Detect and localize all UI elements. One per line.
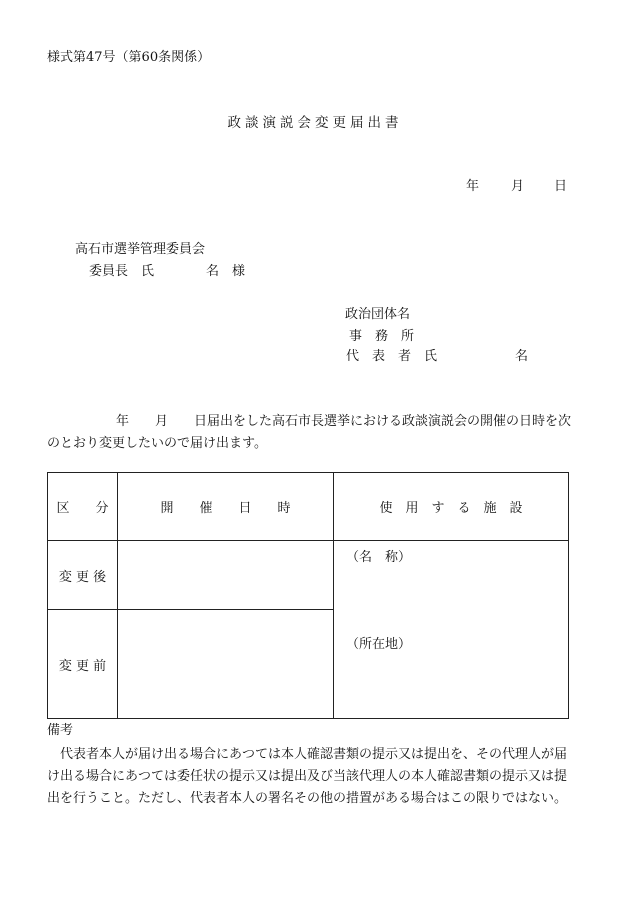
datetime-before-cell[interactable] [118, 610, 334, 719]
header-datetime: 開 催 日 時 [118, 473, 334, 541]
remarks-line-1: 代表者本人が届け出る場合にあつては本人確認書類の提示又は提出を、その代理人が届 [60, 747, 568, 762]
date-year-label: 年 [466, 179, 480, 194]
date-line [466, 180, 567, 193]
addressee-organization: 高石市選挙管理委員会 [75, 242, 206, 257]
body-line-1: 年 月 日届出をした高石市長選挙における政談演説会の開催の日時を次 [116, 414, 572, 429]
datetime-after-cell[interactable] [118, 541, 334, 610]
header-facility: 使 用 す る 施 設 [334, 473, 569, 541]
body-line-2: のとおり変更したいので届け出ます。 [47, 436, 267, 451]
facility-address-label: （所在地） [346, 637, 412, 652]
remarks-line-3: 出を行うこと。ただし、代表者本人の署名その他の措置がある場合はこの限りではない。 [47, 791, 568, 806]
remarks-paragraph [47, 744, 587, 810]
remarks-title: 備考 [47, 723, 74, 738]
date-day-label: 日 [554, 179, 568, 194]
row-label-before: 変 更 前 [48, 610, 118, 719]
sender-representative-label: 代 表 者 氏 名 [346, 349, 529, 364]
facility-name-label: （名 称） [346, 550, 412, 565]
change-table [47, 472, 569, 719]
facility-cell[interactable] [334, 541, 569, 719]
row-label-after: 変 更 後 [48, 541, 118, 610]
form-number: 様式第47号（第60条関係） [47, 50, 211, 65]
remarks-line-2: け出る場合にあつては委任状の提示又は提出及び当該代理人の本人確認書類の提示又は提 [47, 769, 568, 784]
document-title: 政談演説会変更届出書 [227, 115, 403, 131]
addressee-name-line: 委員長 氏 名 様 [89, 264, 246, 279]
sender-office-label: 事 務 所 [349, 329, 415, 344]
header-category: 区 分 [48, 473, 118, 541]
sender-organization-label: 政治団体名 [345, 307, 411, 322]
body-paragraph [47, 411, 582, 455]
date-month-label: 月 [511, 179, 525, 194]
